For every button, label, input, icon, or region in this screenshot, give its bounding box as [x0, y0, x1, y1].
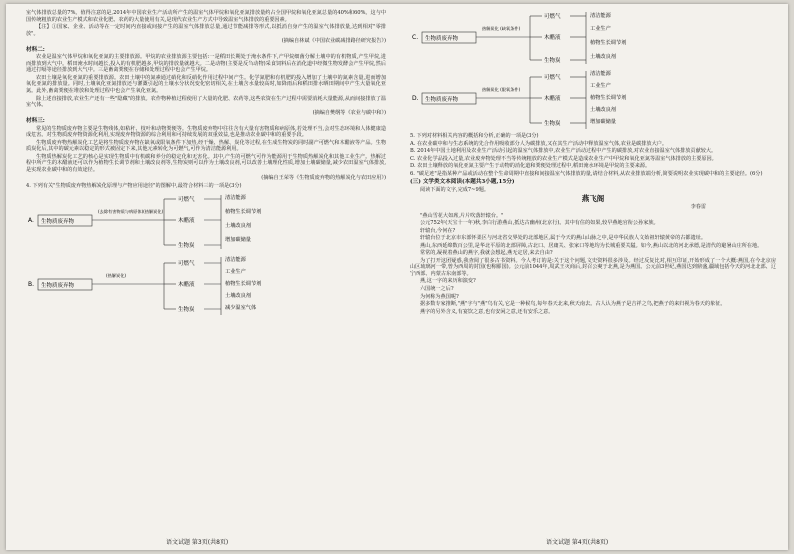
material-paragraph: 生物质废弃物热解炭化工艺是将生物质废弃物在缺氧或限氧条件下加热,经干燥、热解、炭化等过程,在生成生物炭的同时副产可燃气和木醋液等产品。生物质炭化后,其中的碳元素以稳定的形式被固定下来,其他元素转化为可燃气,可作为清洁能源利用。: [26, 139, 386, 153]
diagram-end-label: 工业生产: [590, 82, 611, 89]
source-citation: (摘编自王荣等《生物质废弃物的热解炭化与农田应用》): [261, 174, 386, 181]
story-paragraph: 为何称为燕国呢?: [420, 293, 459, 300]
diagram-source: 生物质废弃物: [425, 36, 459, 42]
diagram-process: 热解炭化 (缺氧条件): [482, 26, 521, 31]
question-6: 6. "碳足迹"是指某种产品或活动在整个生命周期中直接和间接温室气体排放的量,请结合材料,从农业排放端分析,简要说明农业实现碳中和的主要途径。(6分): [410, 170, 763, 177]
diagram-end-label: 清洁能源: [590, 13, 611, 19]
option-label: B.: [28, 281, 35, 289]
material-heading: 材料二:: [26, 46, 45, 53]
section-heading: (三) 文学类文本阅读(本题共3小题,15分): [410, 179, 515, 186]
diagram-end-label: 土壤改良剂: [225, 293, 251, 300]
story-title: 燕飞阁: [581, 194, 605, 204]
diagram-end-label: 增加碳储量: [590, 118, 616, 125]
story-author: 李春雷: [690, 204, 706, 211]
answer-option: D. 农田土壤释放的氧化亚氮主要产生于动物的消化道和粪便处理过程中,稻田淹水环境是甲烷的主要来源。: [410, 163, 651, 170]
diagram-end-label: 土壤改良剂: [590, 106, 616, 113]
story-paragraph: 燕山,东西延绵数百公里,是华北平原的北部屏障,古北口、居庸关、张家口等地均为长城重要关隘。如今,燕山以北的河北承德,是清代的避暑山庄所在地。: [420, 242, 763, 249]
diagram-mid-label: 生物炭: [178, 242, 195, 249]
story-paragraph: 据多数专家推断,"燕"字与"燕"鸟有关,它是一种候鸟,每年春天北来,秋天南去。古人认为燕子是吉祥之鸟,把燕子的来归视为春天的象征。: [420, 301, 726, 308]
diagram-process: (去除有害物质与病原体)(热解炭化): [98, 208, 164, 214]
diagram-mid-label: 可燃气: [544, 14, 561, 20]
diagram-mid-label: 可燃气: [178, 261, 195, 268]
story-paragraph: 六国统一之后?: [420, 286, 454, 293]
story-paragraph: 公元752年(天宝十一年)秋,李白行游燕山,抵达古幽州(北京行)。其中有住的如果,较早燕地官衔公孙家族。: [420, 220, 659, 227]
diagram-option-a: [26, 191, 386, 253]
question-4-stem: 4. 下列有关"生物质废弃物热解炭化原理与产物应用途径"的图解中,最符合材料三的一项是(3分): [26, 183, 242, 190]
diagram-mid-label: 木醋液: [544, 35, 561, 41]
source-citation: (摘编自樊纲等《农业与碳中和》): [312, 109, 386, 116]
diagram-end-label: 植物生长调节剂: [590, 40, 627, 46]
diagram-end-label: 减少温室气体: [225, 305, 257, 312]
material-heading: 材料三:: [26, 118, 45, 125]
material-paragraph: 农田土壤是氧化亚氮的重要排放源。农田土壤中的氮素通过硝化和反硝化作用过程中间产生。化学氮肥和有机肥的投入增加了土壤中的氮素含量,进而增加氧化亚氮的排放量。同时,土壤氧化亚氮排放还与灌溉引起的土壤水分状况变化密切相关,在土壤含水量较高时,如降雨后和稻田排水晒田期间中产生大量氧化亚氮。此外,畜禽粪便在堆放和处理过程中也会产生氧化亚氮。: [26, 74, 386, 95]
diagram-source: 生物质废弃物: [41, 283, 75, 290]
diagram-end-label: 工业生产: [590, 26, 611, 32]
diagram-mid-label: 木醋液: [178, 282, 195, 289]
answer-option: B. 2014年中国土地利用及农业生产活动引起的温室气体排放中,农业生产活动过程中产生的碳排放,对农业直接温室气体排放贡献较大。: [410, 148, 717, 155]
diagram-mid-label: 木醋液: [178, 217, 195, 224]
section-instructions: 阅读下面的文字,完成7~9题。: [420, 186, 490, 193]
answer-option: C. 农业化学品投入过量,农业废弃物处理不当等传统粗放的农业生产模式是造成农业生产中甲烷和氧化亚氮等温室气体排放的主要原因。: [410, 155, 717, 162]
diagram-mid-label: 木醋液: [544, 95, 561, 102]
material-paragraph: 除上述直接排放,农业生产还有一些"隐藏"的排放。农作物种植过程使用了大量的化肥、农药等,这些农资在生产过程中需要消耗大量能源,从而间接排放了温室气体。: [26, 95, 386, 109]
option-label: A.: [28, 216, 34, 224]
exam-sheet: [6, 4, 788, 550]
diagram-end-label: 植物生长调节剂: [590, 94, 627, 101]
diagram-mid-label: 生物炭: [178, 307, 195, 314]
diagram-end-label: 增加碳储量: [225, 236, 251, 243]
diagram-process: (热解炭化): [106, 273, 127, 279]
diagram-end-label: 土壤改良剂: [590, 54, 616, 60]
question-5-stem: 5. 下列对材料相关内容的概括和分析,正确的一项是(3分): [410, 133, 539, 140]
option-label: C.: [412, 34, 419, 41]
diagram-process: 热解炭化 (限氧条件): [482, 86, 521, 92]
diagram-end-label: 清洁能源: [225, 257, 246, 264]
diagram-end-label: 植物生长调节剂: [225, 208, 262, 215]
story-paragraph: 轩辕台,今何在?: [420, 227, 456, 234]
material-paragraph: 生物质热解炭化工艺的核心是实现生物质中有机碳和养分的稳定化和无害化。其中,产生的可燃气可作为能源用于生物质热解炭化和其他工业生产。热解过程中所产生的木醋液还可以作为植物生长调节剂和土壤改良剂等,生物炭则可以作为土壤改良剂,可以改善土壤理化性质,增加土壤碳储量,减少农田温室气体排放,是实现农业碳中和的有效途径。: [26, 153, 386, 174]
intro-paragraph: 室气体排放总量的7%。值得注意的是,2014年中国农业生产活动所产生的温室气体甲烷和氧化亚氮排放量约占全国甲烷和氧化亚氮总量的40%和60%。这与中国传统粗放的农业生产模式和农业化肥、农药的大量使用有关,是现代农业生产方式中导致温室气体排放的重要因素。: [26, 10, 386, 23]
story-paragraph: 常常的,凝视着燕山的燕字,我就会想起,燕无定居,来去自由?: [420, 250, 553, 257]
page-left: [26, 10, 386, 320]
diagram-source: 生物质废弃物: [41, 218, 75, 225]
diagram-end-label: 土壤改良剂: [225, 222, 251, 229]
diagram-mid-label: 生物炭: [544, 58, 561, 64]
diagram-mid-label: 生物炭: [544, 120, 561, 127]
source-citation: (摘编自林斌《中国农业碳减排路径研究报告》): [281, 38, 386, 45]
story-paragraph: 为了打开这团疑惑,我查阅了很多古书资料。今人考订的是:关于这个问题,文史资料很多涉及。经过反复比对,相互印证,开始形成了一个大概:燕国,在今北京房山区琉璃河一带,曾为西周的封国(也称郾国)。公元前1044年,周武王灭商后,封召公奭于北燕,是为燕国。公元前3世纪,燕国达到鼎盛,疆域包括今天的河北北部、辽宁西部、内蒙古东南部等。: [410, 257, 776, 277]
diagram-mid-label: 可燃气: [178, 196, 195, 203]
answer-option: A. 在农业碳中和与生态系统的先合作用吸收部分人为碳排放,又在其生产活动中释放温室气体,农业是碳排放大户。: [410, 140, 667, 147]
page-footer: 语文试题 第4页(共8页): [546, 539, 609, 546]
diagram-mid-label: 可燃气: [544, 74, 561, 81]
story-paragraph: 轩辕台位于北京市东部怀柔区与河北省交界处的北部地区,属于今天的燕山山脉之中,是中华民族人文始祖轩辕黄帝的古都遗址。: [420, 235, 706, 242]
note-paragraph: 【注】①国家、企业、活动等在一定时间内直接或间接产生的温室气体排放总量,通过节能减排等形式,以抵消自身产生的温室气体排放量,达到相对"零排放"。: [26, 24, 386, 37]
story-paragraph: 燕字的另外含义,有宴饮之意,也有安闲之意,还有安乐之意。: [420, 308, 554, 315]
material-paragraph: 常见的生物质废弃物主要是生物残体,如秸秆、枝叶和动物粪便等。生物质废弃物中往往含有大量有害物质和病原体,若处理不当,会对生态环境和人体健康造成危害。对生物质废弃物资源化利用,实现废弃物资源的综合利用和可持续发展的双重效益,也是推动农业碳中和的重要手段。: [26, 125, 386, 139]
story-paragraph: 燕,这一字的来历和演变?: [420, 278, 476, 285]
page-right: [410, 10, 776, 316]
diagram-end-label: 工业生产: [225, 269, 246, 276]
diagram-source: 生物质废弃物: [425, 96, 459, 103]
page-footer: 语文试题 第3页(共8页): [166, 539, 229, 546]
option-label: D.: [412, 94, 419, 102]
diagram-end-label: 植物生长调节剂: [225, 281, 262, 288]
diagram-option-d: [410, 69, 776, 131]
diagram-option-b: [26, 255, 386, 317]
diagram-option-c: [410, 10, 776, 66]
diagram-end-label: 清洁能源: [590, 70, 611, 77]
material-paragraph: 农业是温室气体甲烷和氧化亚氮的主要排放源。甲烷的农业排放源主要包括:一是稻田长期处于淹水条件下,产甲烷细菌分解土壤中的有机物质,产生甲烷,进而排放到大气中。稻田淹水时间越长,投入的有机肥越多,甲烷的排放量就越大。二是动物(主要是反刍动物)采食饲料后在消化道中经微生物发酵会产生甲烷,然后通过打嗝等途径排放到大气中。三是畜禽粪便在存储和处理过程中也会产生甲烷。: [26, 54, 386, 74]
story-paragraph: "燕山雪花大如席,片片吹落轩辕台。": [420, 212, 504, 219]
diagram-end-label: 清洁能源: [225, 194, 246, 201]
